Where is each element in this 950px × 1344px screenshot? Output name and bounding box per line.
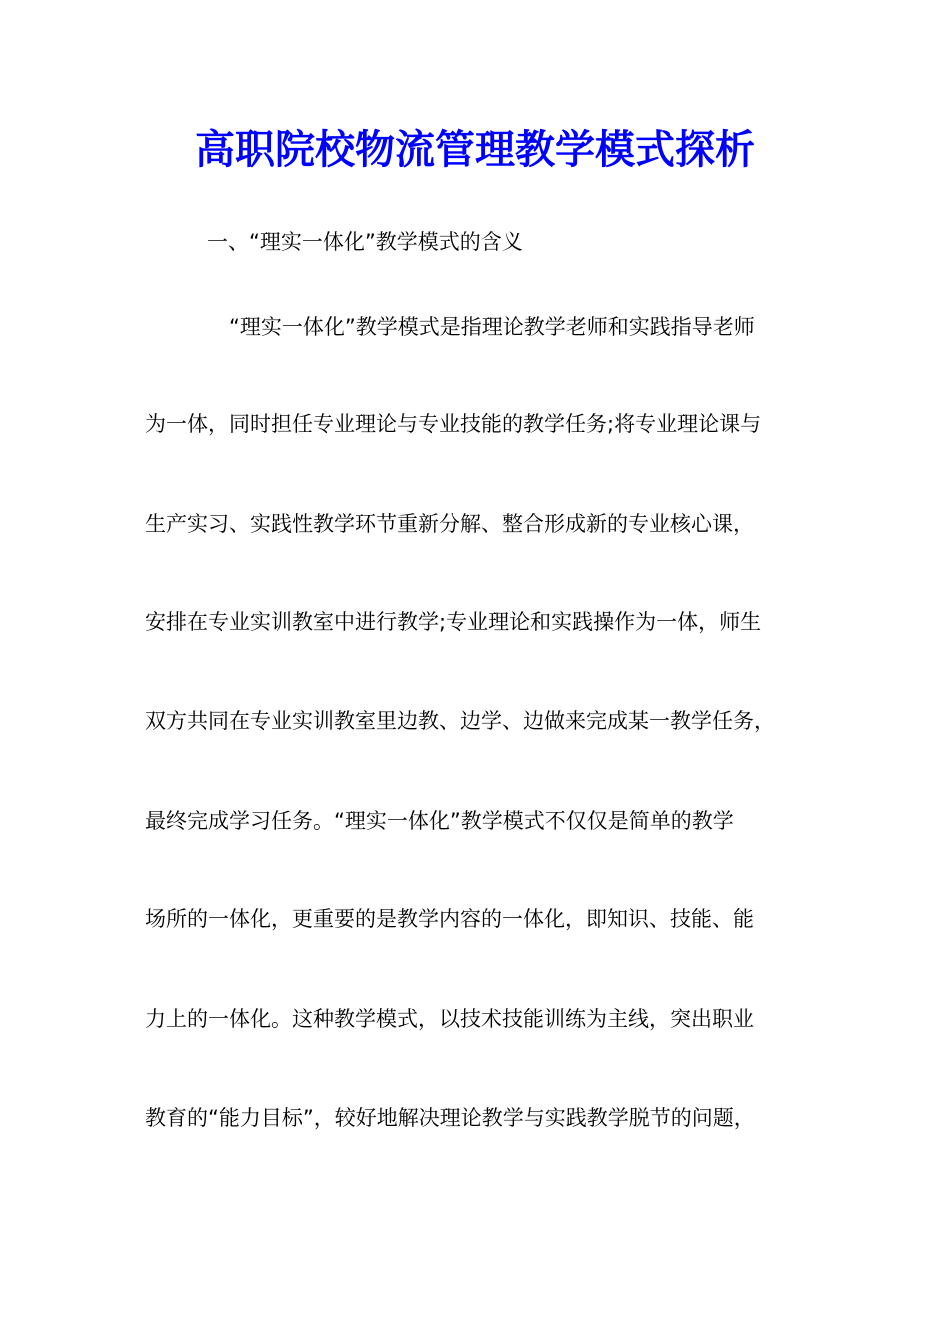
paragraph-line: 为一体，同时担任专业理论与专业技能的教学任务;将专业理论课与 bbox=[145, 412, 762, 436]
paragraph-line: 安排在专业实训教室中进行教学;专业理论和实践操作为一体，师生 bbox=[145, 610, 762, 634]
paragraph-line: “理实一体化”教学模式是指理论教学老师和实践指导老师 bbox=[229, 315, 755, 339]
section-heading: 一、“理实一体化”教学模式的含义 bbox=[207, 230, 523, 254]
paragraph-line: 双方共同在专业实训教室里边教、边学、边做来完成某一教学任务， bbox=[145, 709, 775, 733]
paragraph-line: 教育的“能力目标”，较好地解决理论教学与实践教学脱节的问题， bbox=[145, 1106, 755, 1130]
paragraph-line: 最终完成学习任务。“理实一体化”教学模式不仅仅是简单的教学 bbox=[145, 809, 734, 833]
paragraph-line: 生产实习、实践性教学环节重新分解、整合形成新的专业核心课， bbox=[145, 512, 754, 536]
paragraph-line: 场所的一体化，更重要的是教学内容的一体化，即知识、技能、能 bbox=[145, 907, 754, 931]
paragraph-line: 力上的一体化。这种教学模式，以技术技能训练为主线，突出职业 bbox=[145, 1007, 754, 1031]
document-title: 高职院校物流管理教学模式探析 bbox=[195, 126, 755, 173]
